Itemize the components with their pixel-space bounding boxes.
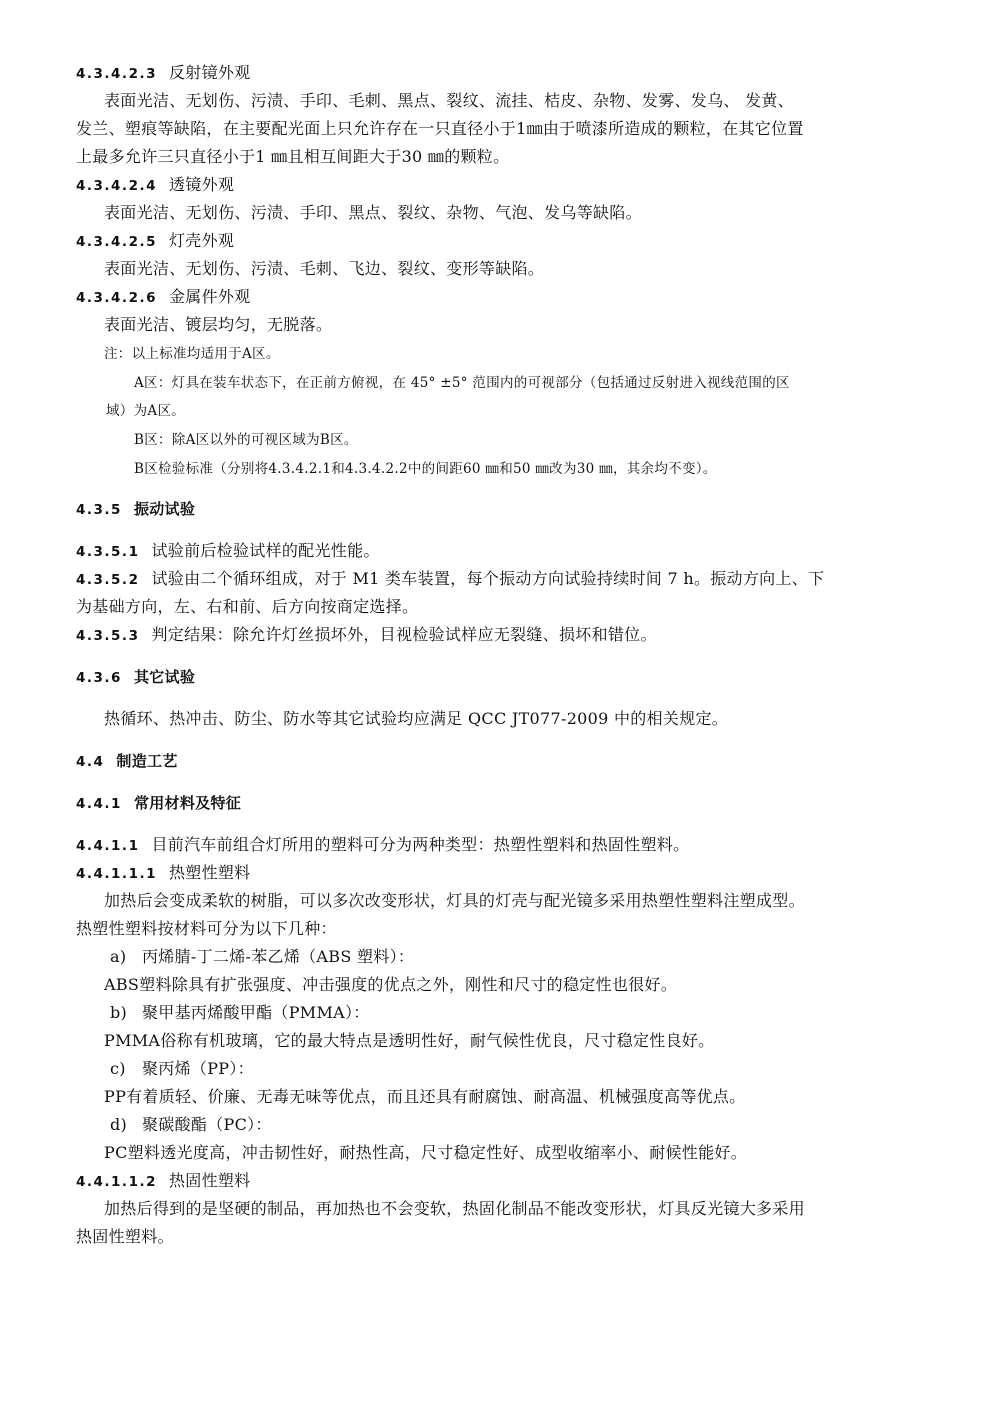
material-description: PMMA俗称有机玻璃，它的最大特点是透明性好，耐气候性优良，尺寸稳定性良好。 bbox=[104, 1031, 715, 1050]
paragraph-line: 为基础方向，左、右和前、后方向按商定选择。 bbox=[76, 597, 419, 616]
paragraph-line: 热塑性塑料按材料可分为以下几种： bbox=[76, 919, 337, 938]
paragraph-line: 热循环、热冲击、防尘、防水等其它试验均应满足 QCC JT077-2009 中的相关规定。 bbox=[104, 709, 729, 728]
paragraph-line: 表面光洁、无划伤、污渍、手印、毛刺、黑点、裂纹、流挂、桔皮、杂物、发雾、发乌、 发黄、 bbox=[104, 91, 794, 110]
clause-4-4-1-1: 4.4.1.1 目前汽车前组合灯所用的塑料可分为两种类型：热塑性塑料和热固性塑料。 bbox=[76, 835, 690, 854]
paragraph-line: 表面光洁、镀层均匀，无脱落。 bbox=[104, 315, 333, 334]
heading-4-3-4-2-3: 4.3.4.2.3 反射镜外观 bbox=[76, 63, 251, 82]
heading-4-3-4-2-5: 4.3.4.2.5 灯壳外观 bbox=[76, 231, 235, 250]
note-area-a-line: 域）为A区。 bbox=[106, 403, 186, 419]
heading-4-3-5: 4.3.5 振动试验 bbox=[76, 500, 196, 518]
material-description: PP有着质轻、价廉、无毒无味等优点，而且还具有耐腐蚀、耐高温、机械强度高等优点。 bbox=[104, 1087, 746, 1106]
paragraph-line: 表面光洁、无划伤、污渍、手印、黑点、裂纹、杂物、气泡、发乌等缺陷。 bbox=[104, 203, 642, 222]
paragraph-line: 发兰、塑痕等缺陷，在主要配光面上只允许存在一只直径小于1㎜由于喷漆所造成的颗粒，在其它位置 bbox=[76, 119, 804, 138]
note-area-a-line: A区：灯具在装车状态下，在正前方俯视，在 45° ±5° 范围内的可视部分（包括通过反射进入视线范围的区 bbox=[134, 375, 790, 391]
clause-4-3-5-3: 4.3.5.3 判定结果：除允许灯丝损坏外，目视检验试样应无裂缝、损坏和错位。 bbox=[76, 625, 657, 644]
paragraph-line: 加热后得到的是坚硬的制品，再加热也不会变软，热固化制品不能改变形状，灯具反光镜大多采用 bbox=[104, 1199, 805, 1218]
heading-4-3-6: 4.3.6 其它试验 bbox=[76, 668, 196, 686]
clause-4-3-5-2: 4.3.5.2 试验由二个循环组成，对于 M1 类车装置，每个振动方向试验持续时间 7 h。振动方向上、下 bbox=[76, 569, 825, 588]
material-item: d) 聚碳酸酯（PC）： bbox=[110, 1115, 272, 1134]
note-area-b: B区：除A区以外的可视区域为B区。 bbox=[134, 432, 358, 448]
heading-4-3-4-2-6: 4.3.4.2.6 金属件外观 bbox=[76, 287, 251, 306]
heading-4-4: 4.4 制造工艺 bbox=[76, 752, 178, 770]
note-lead: 注：以上标准均适用于A区。 bbox=[104, 346, 280, 362]
heading-4-4-1-1-2: 4.4.1.1.2 热固性塑料 bbox=[76, 1171, 251, 1190]
heading-4-3-4-2-4: 4.3.4.2.4 透镜外观 bbox=[76, 175, 235, 194]
paragraph-line: 表面光洁、无划伤、污渍、毛刺、飞边、裂纹、变形等缺陷。 bbox=[104, 259, 545, 278]
paragraph-line: 加热后会变成柔软的树脂，可以多次改变形状，灯具的灯壳与配光镜多采用热塑性塑料注塑成型。 bbox=[104, 891, 805, 910]
clause-4-3-5-1: 4.3.5.1 试验前后检验试样的配光性能。 bbox=[76, 541, 380, 560]
paragraph-line: 上最多允许三只直径小于1 ㎜且相互间距大于30 ㎜的颗粒。 bbox=[76, 147, 510, 166]
paragraph-line: 热固性塑料。 bbox=[76, 1227, 174, 1246]
material-item: c) 聚丙烯（PP）： bbox=[110, 1059, 254, 1078]
material-item: b) 聚甲基丙烯酸甲酯（PMMA）： bbox=[110, 1003, 370, 1022]
material-item: a) 丙烯腈-丁二烯-苯乙烯（ABS 塑料）： bbox=[110, 947, 415, 966]
material-description: PC塑料透光度高，冲击韧性好，耐热性高，尺寸稳定性好、成型收缩率小、耐候性能好。 bbox=[104, 1143, 748, 1162]
heading-4-4-1: 4.4.1 常用材料及特征 bbox=[76, 794, 242, 812]
note-area-b-standard: B区检验标准（分别将4.3.4.2.1和4.3.4.2.2中的间距60 ㎜和50 ㎜改为30 ㎜，其余均不变）。 bbox=[134, 461, 717, 477]
heading-4-4-1-1-1: 4.4.1.1.1 热塑性塑料 bbox=[76, 863, 251, 882]
material-description: ABS塑料除具有扩张强度、冲击强度的优点之外，刚性和尺寸的稳定性也很好。 bbox=[104, 975, 678, 994]
